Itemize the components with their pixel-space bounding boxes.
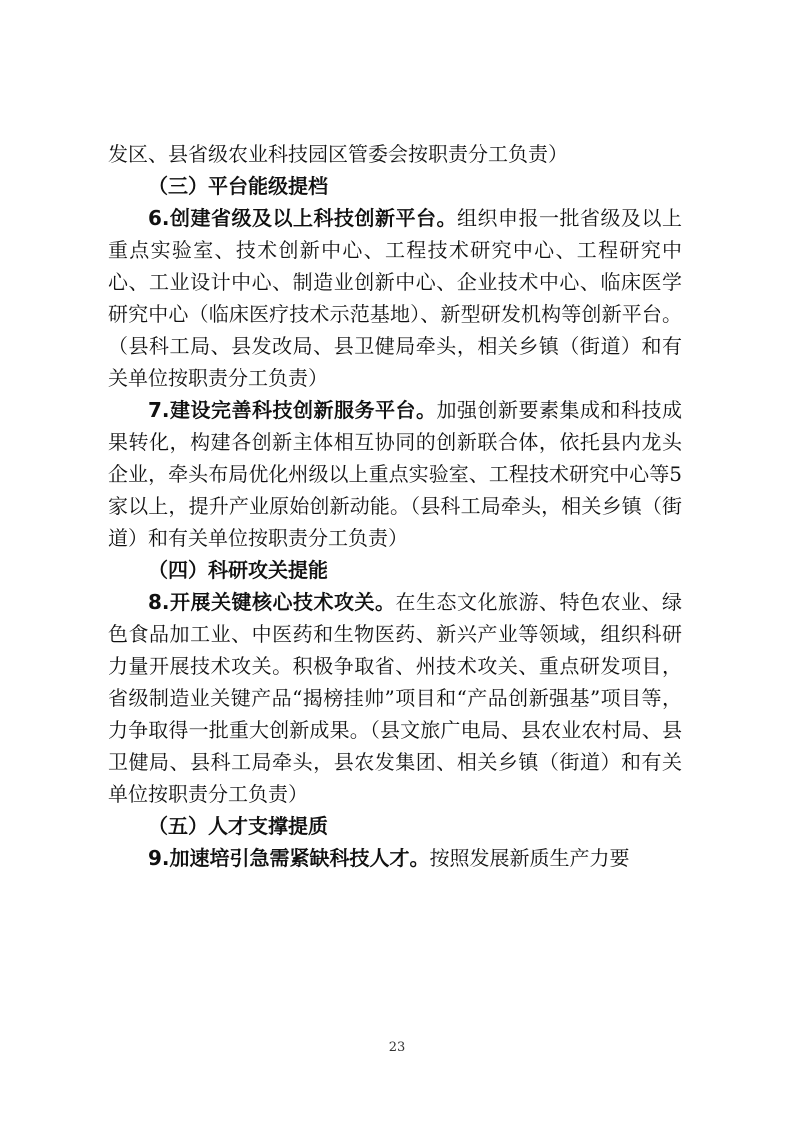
item-7-text: 加强创新要素集成和科技成果转化，构建各创新主体相互协同的创新联合体，依托县内龙头企业，牵头布局优化州级以上重点实验室、工程技术研究中心等5家以上，提升产业原始创新动能。（县科工局牵头，相关乡镇（街道）和有关单位按职责分工负责） bbox=[108, 398, 683, 550]
item-9-lead: 9.加速培引急需紧缺科技人才。 bbox=[148, 846, 430, 870]
section-heading-talent: （五）人才支撑提质 bbox=[148, 814, 328, 838]
section-heading-research: （四）科研攻关提能 bbox=[148, 558, 328, 582]
paragraph-text: 发区、县省级农业科技园区管委会按职责分工负责） bbox=[108, 142, 568, 166]
page-number: 23 bbox=[388, 1040, 406, 1055]
continued-paragraph bbox=[108, 138, 682, 170]
item-8-paragraph bbox=[108, 586, 682, 810]
item-9-paragraph bbox=[108, 842, 682, 874]
item-8-lead: 8.开展关键核心技术攻关。 bbox=[148, 590, 396, 614]
item-6-paragraph bbox=[108, 202, 682, 394]
item-8-text: 在生态文化旅游、特色农业、绿色食品加工业、中医药和生物医药、新兴产业等领域，组织科研力量开展技术攻关。积极争取省、州技术攻关、重点研发项目，省级制造业关键产品“揭榜挂帅”项目和“产品创新强基”项目等，力争取得一批重大创新成果。（县文旅广电局、县农业农村局、县卫健局、县科工局牵头，县农发集团、相关乡镇（街道）和有关单位按职责分工负责） bbox=[108, 590, 683, 806]
item-7-paragraph bbox=[108, 394, 682, 554]
item-6-text: 组织申报一批省级及以上重点实验室、技术创新中心、工程技术研究中心、工程研究中心、工业设计中心、制造业创新中心、企业技术中心、临床医学研究中心（临床医疗技术示范基地）、新型研发机构等创新平台。（县科工局、县发改局、县卫健局牵头，相关乡镇（街道）和有关单位按职责分工负责） bbox=[108, 206, 683, 390]
item-9-text: 按照发展新质生产力要 bbox=[429, 846, 630, 870]
section-heading-platform: （三）平台能级提档 bbox=[148, 174, 328, 198]
item-7-lead: 7.建设完善科技创新服务平台。 bbox=[148, 398, 437, 422]
item-6-lead: 6.创建省级及以上科技创新平台。 bbox=[148, 206, 458, 230]
document-body bbox=[108, 138, 682, 874]
